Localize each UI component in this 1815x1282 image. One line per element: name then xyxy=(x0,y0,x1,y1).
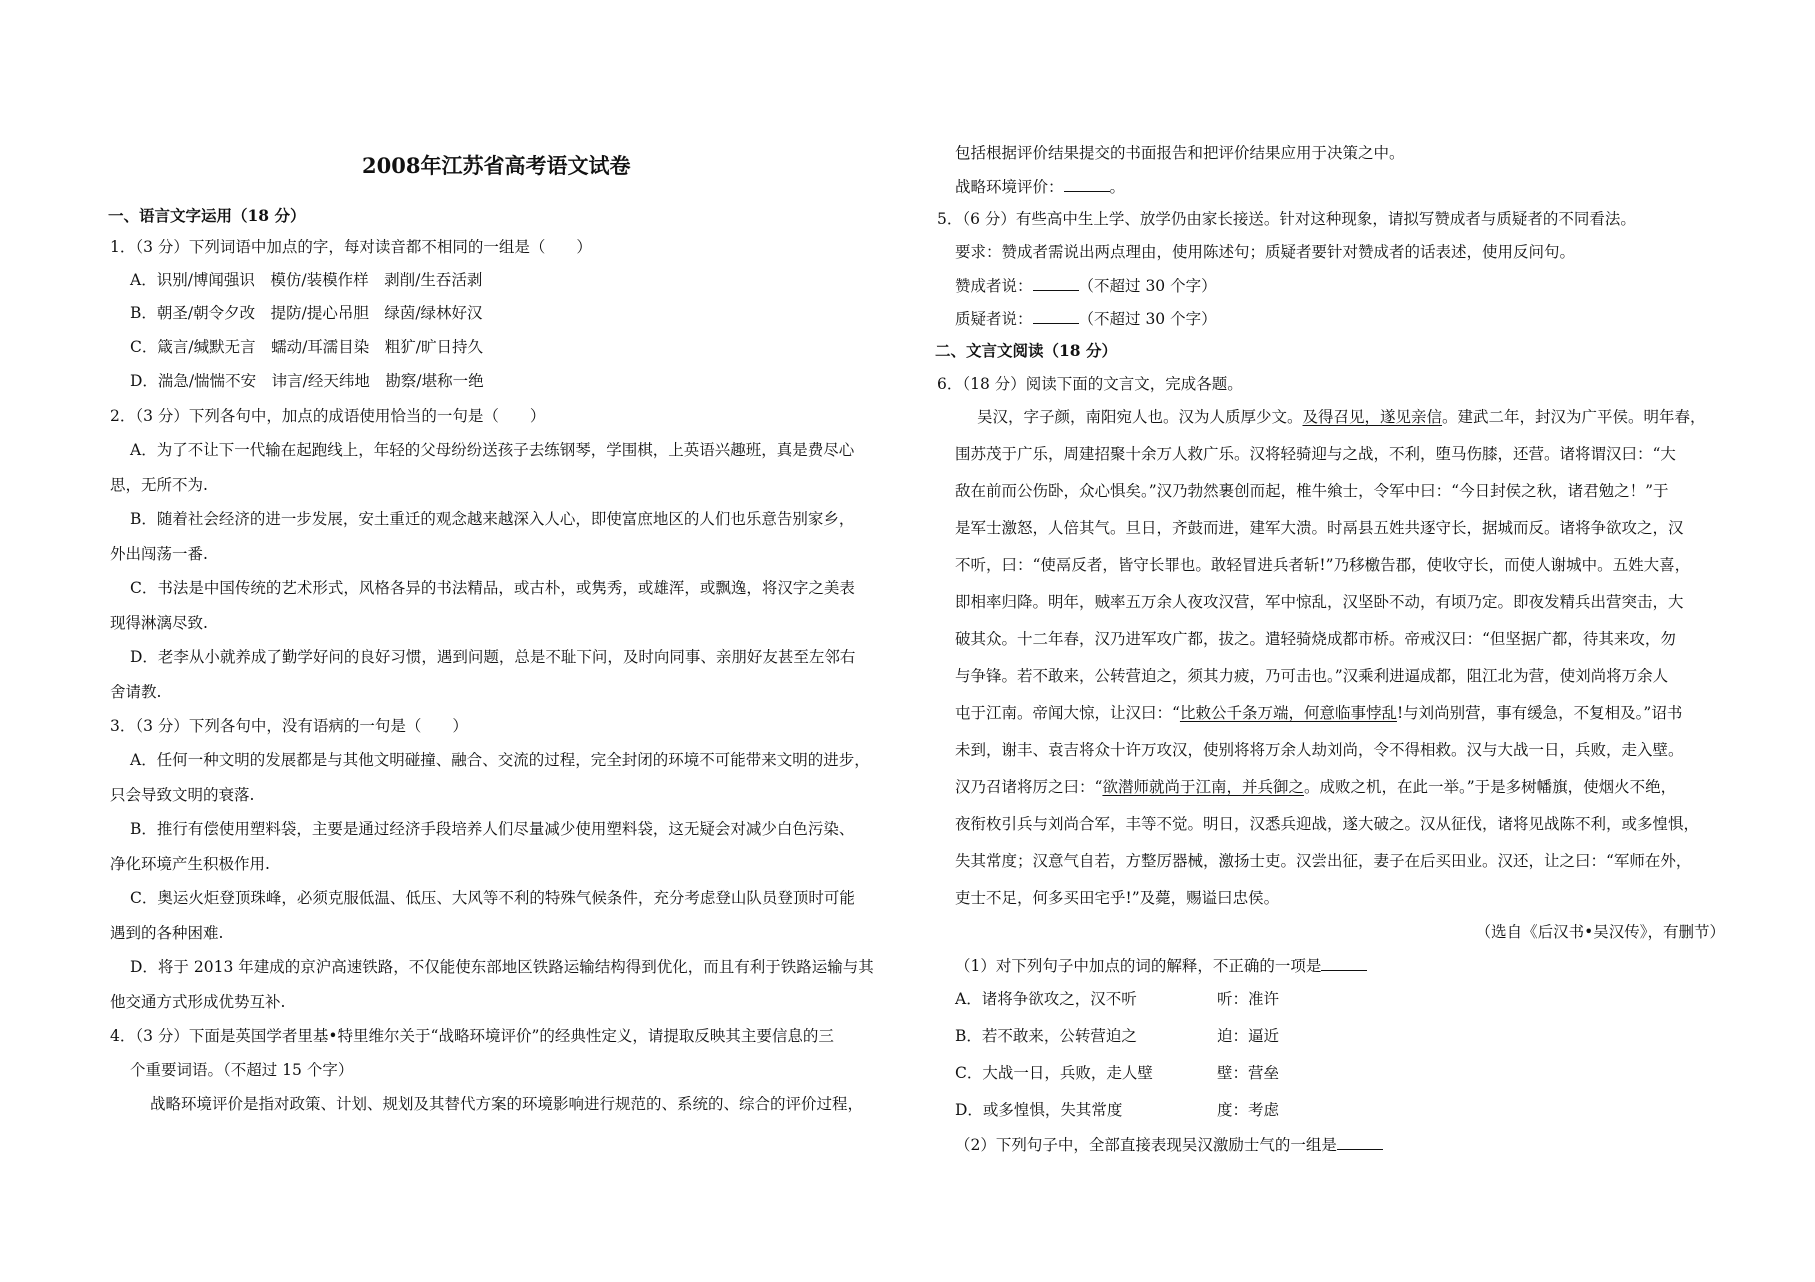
q6-sub1-option-c: C．大战一日，兵败，走人壁 xyxy=(955,1064,1153,1082)
q5-con-line xyxy=(955,309,1217,329)
q2-option-c-line1: C．书法是中国传统的艺术形式，风格各异的书法精品，或古朴，或隽秀，或雄浑，或飘逸，将汉字之美表 xyxy=(130,579,855,597)
q3-option-b-line2: 净化环境产生积极作用. xyxy=(110,855,270,873)
passage-line-1 xyxy=(977,408,1706,427)
passage-source: （选自《后汉书•吴汉传》，有删节） xyxy=(1475,923,1725,941)
q6-sub1-blank[interactable] xyxy=(1321,956,1367,971)
q4-answer-end: 。 xyxy=(1109,178,1126,196)
q3-option-c-line1: C．奥运火炬登顶珠峰，必须克服低温、低压、大风等不利的特殊气候条件，充分考虑登山队员登顶时可能 xyxy=(130,889,855,907)
q6-sub1-line xyxy=(955,956,1367,976)
q5-con-note: （不超过 30 个字） xyxy=(1078,310,1217,328)
q1-option-b: B．朝圣/朝令夕改 提防/提心吊胆 绿茵/绿林好汉 xyxy=(130,304,483,322)
q5-pro-label: 赞成者说： xyxy=(955,277,1033,295)
passage-text: 吴汉，字子颜，南阳宛人也。汉为人质厚少文。 xyxy=(977,408,1303,426)
section-2-heading: 二、文言文阅读（18 分） xyxy=(935,341,1117,360)
q2-option-b-line2: 外出闯荡一番. xyxy=(110,545,208,563)
passage-text: !与刘尚别营，事有缓急，不复相及。”诏书 xyxy=(1396,704,1683,722)
q1-option-c: C．箴言/缄默无言 蠕动/耳濡目染 粗犷/旷日持久 xyxy=(130,338,484,356)
q3-stem: 3．（3 分）下列各句中，没有语病的一句是（ ） xyxy=(110,717,468,735)
q6-stem: 6．（18 分）阅读下面的文言文，完成各题。 xyxy=(937,375,1243,393)
q5-pro-note: （不超过 30 个字） xyxy=(1078,277,1217,295)
passage-line-8: 与争锋。若不敢来，公转营迫之，须其力疲，乃可击也。”汉乘利进逼成都，阻江北为营，使刘尚将万余人 xyxy=(955,667,1669,685)
q6-sub1-option-d: D．或多惶惧，失其常度 xyxy=(955,1101,1123,1119)
passage-line-14: 吏士不足，何多买田宅乎!”及薨，赐谥曰忠侯。 xyxy=(955,889,1280,907)
q4-stem-line2: 个重要词语。（不超过 15 个字） xyxy=(130,1061,354,1079)
q6-sub2-blank[interactable] xyxy=(1337,1135,1383,1150)
passage-line-7: 破其众。十二年春，汉乃进军攻广都，拔之。遣轻骑烧成都市桥。帝戒汉曰：“但坚据广都，待其来攻，勿 xyxy=(955,630,1676,648)
passage-line-9 xyxy=(955,704,1682,723)
passage-line-11 xyxy=(955,778,1676,797)
q2-option-d-line1: D．老李从小就养成了勤学好问的良好习惯，遇到问题，总是不耻下问，及时向同事、亲朋好友甚至左邻右 xyxy=(130,648,856,666)
passage-line-10: 未到，谢丰、袁吉将众十许万攻汉，使别将将万余人劫刘尚，令不得相救。汉与大战一日，兵败，走入壁。 xyxy=(955,741,1684,759)
q2-option-a-line2: 思，无所不为. xyxy=(110,476,208,494)
q6-sub1-option-b: B．若不敢来，公转营迫之 xyxy=(955,1027,1137,1045)
passage-text: 。建武二年，封汉为广平侯。明年春， xyxy=(1442,408,1706,426)
passage-line-4: 是军士激怒，人倍其气。旦日，齐鼓而进，建军大溃。时鬲县五姓共逐守长，据城而反。诸将争欲攻之，汉 xyxy=(955,519,1684,537)
q6-sub1-stem: （1）对下列句子中加点的词的解释，不正确的一项是 xyxy=(955,957,1322,975)
passage-line-12: 夜衔枚引兵与刘尚合军，丰等不觉。明日，汉悉兵迎战，遂大破之。汉从征伐，诸将见战陈不利，或多惶惧， xyxy=(955,815,1700,833)
passage-line-6: 即相率归降。明年，贼率五万余人夜攻汉营，军中惊乱，汉坚卧不动，有顷乃定。即夜发精兵出营突击，大 xyxy=(955,593,1684,611)
q4-stem-line1: 4．（3 分）下面是英国学者里基•特里维尔关于“战略环境评价”的经典性定义，请提取反映其主要信息的三 xyxy=(110,1027,834,1045)
q3-option-b-line1: B．推行有偿使用塑料袋，主要是通过经济手段培养人们尽量减少使用塑料袋，这无疑会对减少白色污染、 xyxy=(130,820,855,838)
q4-answer-line xyxy=(955,177,1125,197)
q4-text-line2: 包括根据评价结果提交的书面报告和把评价结果应用于决策之中。 xyxy=(955,144,1405,162)
q3-option-a-line2: 只会导致文明的衰落. xyxy=(110,786,255,804)
q3-option-d-line2: 他交通方式形成优势互补. xyxy=(110,993,286,1011)
q4-answer-label: 战略环境评价： xyxy=(955,178,1064,196)
underlined-sentence-1: 及得召见，遂见亲信 xyxy=(1302,408,1443,426)
q1-option-a: A．识别/博闻强识 模仿/装模作样 剥削/生吞活剥 xyxy=(130,271,483,289)
q6-sub2-line xyxy=(955,1135,1383,1155)
q6-sub1-option-a: A．诸将争欲攻之，汉不听 xyxy=(955,990,1137,1008)
q6-sub1-gloss-c: 壁：营垒 xyxy=(1217,1064,1280,1082)
q4-text-line1: 战略环境评价是指对政策、计划、规划及其替代方案的环境影响进行规范的、系统的、综合的评价过程， xyxy=(150,1095,864,1113)
q1-option-d: D．湍急/惴惴不安 讳言/经天纬地 勘察/堪称一绝 xyxy=(130,372,484,390)
passage-text: 汉乃召诸将厉之曰：“ xyxy=(955,778,1103,796)
passage-line-3: 敌在前而公伤卧，众心惧矣。”汉乃勃然裹创而起，椎牛飨士，令军中曰：“今日封侯之秋，诸君勉之！”于 xyxy=(955,482,1669,500)
q5-con-blank[interactable] xyxy=(1033,309,1079,324)
passage-line-2: 围苏茂于广乐，周建招聚十余万人救广乐。汉将轻骑迎与之战，不利，堕马伤膝，还营。诸将谓汉曰：“大 xyxy=(955,445,1676,463)
q6-sub1-gloss-a: 听：准许 xyxy=(1217,990,1280,1008)
section-1-heading: 一、语言文字运用（18 分） xyxy=(108,206,306,225)
q5-pro-blank[interactable] xyxy=(1033,276,1079,291)
q2-option-b-line1: B．随着社会经济的进一步发展，安土重迁的观念越来越深入人心，即使富庶地区的人们也乐意告别家乡， xyxy=(130,510,855,528)
passage-line-5: 不听，曰：“使鬲反者，皆守长罪也。敢轻冒进兵者斩!”乃移檄告郡，使收守长，而使人谢城中。五姓大喜， xyxy=(955,556,1691,574)
q3-option-d-line1: D．将于 2013 年建成的京沪高速铁路，不仅能使东部地区铁路运输结构得到优化，而且有利于铁路运输与其 xyxy=(130,958,874,976)
q3-option-c-line2: 遇到的各种困难. xyxy=(110,924,224,942)
q4-answer-blank[interactable] xyxy=(1064,177,1110,192)
passage-text: 屯于江南。帝闻大惊，让汉曰：“ xyxy=(955,704,1180,722)
underlined-sentence-3: 欲潜师就尚于江南，并兵御之 xyxy=(1102,778,1304,796)
q2-option-a-line1: A．为了不让下一代输在起跑线上，年轻的父母纷纷送孩子去练钢琴，学围棋，上英语兴趣班，真是费尽心 xyxy=(130,441,855,459)
q2-option-c-line2: 现得淋漓尽致. xyxy=(110,614,208,632)
q5-stem: 5．（6 分）有些高中生上学、放学仍由家长接送。针对这种现象，请拟写赞成者与质疑者的不同看法。 xyxy=(937,210,1636,228)
q2-option-d-line2: 舍请教. xyxy=(110,683,162,701)
q6-sub2-stem: （2）下列句子中，全部直接表现吴汉激励士气的一组是 xyxy=(955,1136,1337,1154)
passage-line-13: 失其常度；汉意气自若，方整厉器械，激扬士吏。汉尝出征，妻子在后买田业。汉还，让之曰：“军师在外， xyxy=(955,852,1692,870)
q5-con-label: 质疑者说： xyxy=(955,310,1033,328)
q1-stem: 1．（3 分）下列词语中加点的字，每对读音都不相同的一组是（ ） xyxy=(110,238,592,256)
underlined-sentence-2: 比敕公千条万端，何意临事悖乱 xyxy=(1179,704,1397,722)
passage-text: 。成败之机，在此一举。”于是多树幡旗，使烟火不绝， xyxy=(1303,778,1677,796)
q2-stem: 2．（3 分）下列各句中，加点的成语使用恰当的一句是（ ） xyxy=(110,407,546,425)
q6-sub1-gloss-d: 度：考虑 xyxy=(1217,1101,1280,1119)
q3-option-a-line1: A．任何一种文明的发展都是与其他文明碰撞、融合、交流的过程，完全封闭的环境不可能带来文明的进步， xyxy=(130,751,870,769)
q5-pro-line xyxy=(955,276,1217,296)
q5-requirement: 要求：赞成者需说出两点理由，使用陈述句；质疑者要针对赞成者的话表述，使用反问句。 xyxy=(955,243,1576,261)
page-title: 2008年江苏省高考语文试卷 xyxy=(362,153,631,178)
q6-sub1-gloss-b: 迫：逼近 xyxy=(1217,1027,1280,1045)
